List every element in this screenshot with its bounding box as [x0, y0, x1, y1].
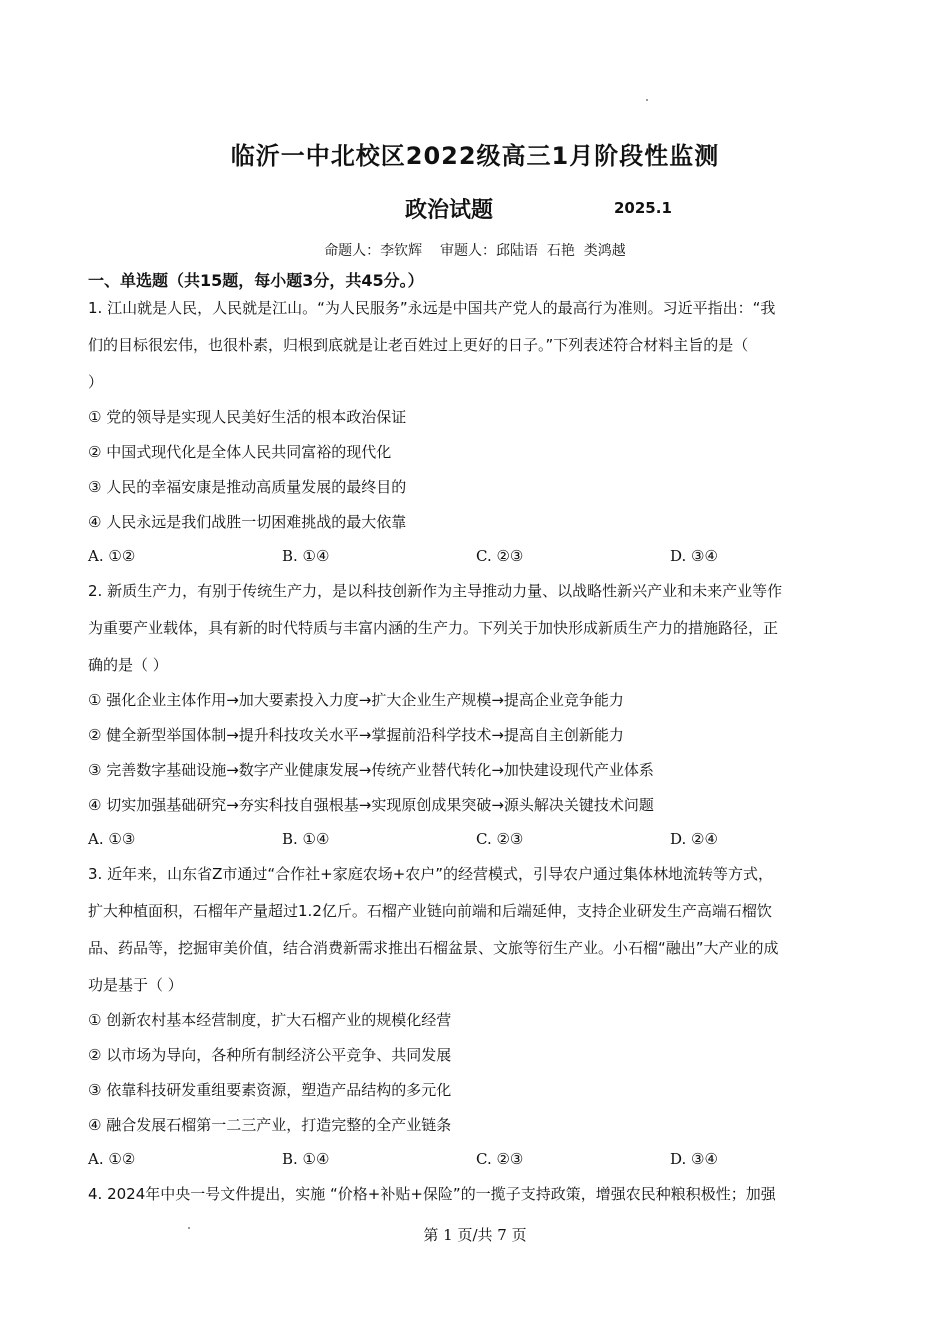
question-3-stem-line-3: 品、药品等，挖掘审美价值，结合消费新需求推出石榴盆景、文旅等衍生产业。小石榴“融出”大产业的成: [88, 939, 779, 957]
question-2-stem-line-1: 2. 新质生产力，有别于传统生产力，是以科技创新作为主导推动力量、以战略性新兴产业和未来产业等作: [88, 582, 783, 600]
question-2-statement-1: ① 强化企业主体作用→加大要素投入力度→扩大企业生产规模→提高企业竞争能力: [88, 691, 624, 709]
question-3-stem-line-1: 3. 近年来，山东省Z市通过“合作社+家庭农场+农户”的经营模式，引导农户通过集体林地流转等方式，: [88, 865, 774, 883]
question-4-stem-line-1: 4. 2024年中央一号文件提出，实施 “价格+补贴+保险”的一揽子支持政策，增强农民种粮积极性；加强: [88, 1185, 776, 1203]
question-1-option-a: A. ①②: [88, 547, 136, 565]
question-2-option-b: B. ①④: [282, 830, 330, 848]
question-2-stem-line-3: 确的是（ ）: [88, 656, 168, 674]
question-2-option-d: D. ②④: [670, 830, 718, 848]
question-1-statement-3: ③ 人民的幸福安康是推动高质量发展的最终目的: [88, 478, 407, 496]
authors-line: 命题人：李钦辉 审题人：邱陆语 石艳 类鸿越: [324, 243, 626, 259]
question-1-statement-1: ① 党的领导是实现人民美好生活的根本政治保证: [88, 408, 407, 426]
question-3-option-c: C. ②③: [476, 1150, 524, 1168]
question-3-statement-4: ④ 融合发展石榴第一二三产业，打造完整的全产业链条: [88, 1116, 452, 1134]
question-1-statement-4: ④ 人民永远是我们战胜一切困难挑战的最大依靠: [88, 513, 407, 531]
question-3-option-a: A. ①②: [88, 1150, 136, 1168]
section-heading: 一、单选题（共15题，每小题3分，共45分。）: [88, 271, 424, 290]
question-2-statement-2: ② 健全新型举国体制→提升科技攻关水平→掌握前沿科学技术→提高自主创新能力: [88, 726, 624, 744]
subject-title: 政治试题: [405, 198, 494, 223]
question-3-option-d: D. ③④: [670, 1150, 718, 1168]
question-2-statement-4: ④ 切实加强基础研究→夯实科技自强根基→实现原创成果突破→源头解决关键技术问题: [88, 796, 654, 814]
question-2-option-c: C. ②③: [476, 830, 524, 848]
question-2-option-a: A. ①③: [88, 830, 136, 848]
question-1-stem-line-3: ）: [88, 373, 104, 391]
question-3-options: [88, 1149, 868, 1169]
question-1-option-d: D. ③④: [670, 547, 718, 565]
subtitle-row: [0, 193, 950, 227]
question-1-statement-2: ② 中国式现代化是全体人民共同富裕的现代化: [88, 443, 392, 461]
question-2-statement-3: ③ 完善数字基础设施→数字产业健康发展→传统产业替代转化→加快建设现代产业体系: [88, 761, 654, 779]
question-3-stem-line-4: 功是基于（ ）: [88, 976, 183, 994]
question-2-stem-line-2: 为重要产业载体，具有新的时代特质与丰富内涵的生产力。下列关于加快形成新质生产力的措施路径，正: [88, 619, 779, 637]
question-3-statement-3: ③ 依靠科技研发重组要素资源，塑造产品结构的多元化: [88, 1081, 452, 1099]
question-1-stem-line-2: 们的目标很宏伟，也很朴素，归根到底就是让老百姓过上更好的日子。”下列表述符合材料主旨的是（: [88, 336, 749, 354]
question-1-option-c: C. ②③: [476, 547, 524, 565]
exam-title: 临沂一中北校区2022级高三1月阶段性监测: [230, 142, 720, 170]
question-3-statement-2: ② 以市场为导向，各种所有制经济公平竞争、共同发展: [88, 1046, 452, 1064]
question-3-statement-1: ① 创新农村基本经营制度，扩大石榴产业的规模化经营: [88, 1011, 452, 1029]
page-number: 第 1 页/共 7 页: [423, 1226, 527, 1244]
question-2-options: [88, 829, 868, 849]
scan-speck: [646, 99, 648, 101]
question-1-option-b: B. ①④: [282, 547, 330, 565]
question-1-stem-line-1: 1. 江山就是人民，人民就是江山。“为人民服务”永远是中国共产党人的最高行为准则。习近平指出：“我: [88, 299, 776, 317]
question-1-options: [88, 546, 868, 566]
question-3-option-b: B. ①④: [282, 1150, 330, 1168]
exam-date: 2025.1: [614, 199, 672, 217]
question-3-stem-line-2: 扩大种植面积，石榴年产量超过1.2亿斤。石榴产业链向前端和后端延伸，支持企业研发生产高端石榴饮: [88, 902, 772, 920]
